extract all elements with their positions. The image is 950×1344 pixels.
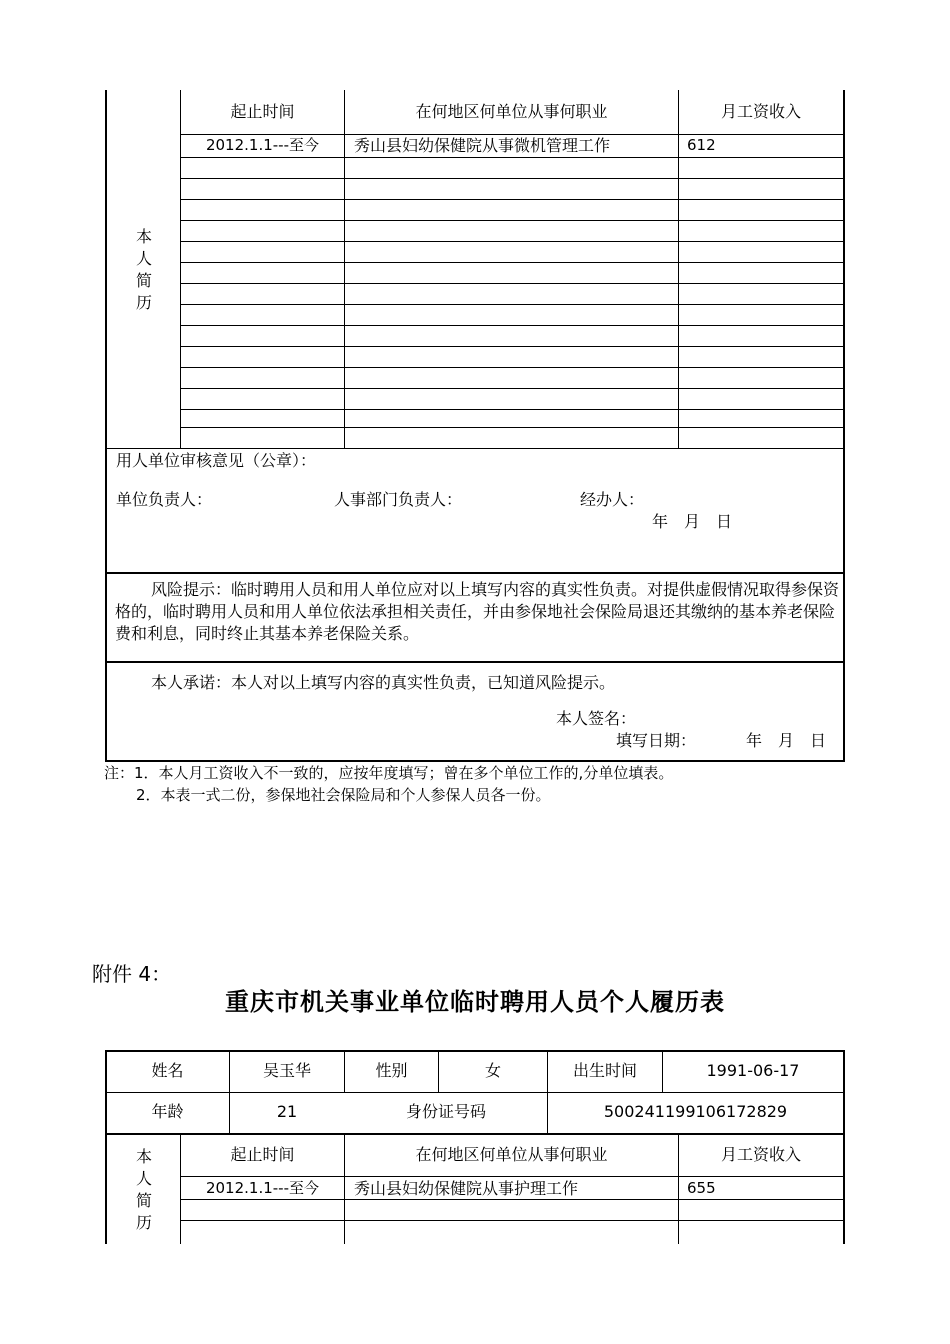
resume-grid-row-line [180, 199, 844, 200]
resume-grid-row-line [180, 283, 844, 284]
pledge-top-border [105, 661, 845, 663]
review-title: 用人单位审核意见（公章）： [116, 451, 317, 470]
note-2: 2．本表一式二份，参保地社会保险局和个人参保人员各一份。 [136, 786, 551, 804]
resume-grid-row-line [180, 346, 844, 347]
resume-header-period: 起止时间 [230, 102, 295, 121]
pledge-fill-date-value: 年 月 日 [746, 731, 827, 750]
resume-grid-row-line [180, 388, 844, 389]
second-form-row-line [105, 1133, 845, 1135]
pledge-text: 本人承诺：本人对以上填写内容的真实性负责，已知道风险提示。 [151, 673, 616, 692]
second-resume-row-line [180, 1220, 844, 1221]
birth-label: 出生时间 [572, 1061, 637, 1080]
review-date: 年 月 日 [652, 512, 733, 531]
second-resume-row-salary: 655 [687, 1179, 716, 1197]
age-value: 21 [276, 1102, 298, 1121]
second-form-left-border [105, 1050, 107, 1244]
resume-grid-row-line [180, 178, 844, 179]
pledge-fill-date-label: 填写日期： [616, 731, 697, 750]
second-resume-header-salary: 月工资收入 [720, 1145, 801, 1164]
resume-row-employer: 秀山县妇幼保健院从事微机管理工作 [354, 136, 611, 155]
birth-value: 1991-06-17 [706, 1061, 800, 1080]
resume-grid-row-line [180, 134, 844, 135]
second-resume-row-period: 2012.1.1---至今 [205, 1179, 320, 1197]
id-value: 500241199106172829 [603, 1102, 788, 1121]
resume-grid-line [678, 90, 679, 448]
second-resume-row-line [180, 1176, 844, 1177]
resume-section-label: 本人简历 [135, 227, 152, 312]
resume-grid-line [344, 90, 345, 448]
resume-grid-row-line [180, 157, 844, 158]
resume-grid-row-line [180, 427, 844, 428]
resume-header-salary: 月工资收入 [720, 102, 801, 121]
second-form-top-border [105, 1050, 845, 1052]
second-resume-row-line [180, 1199, 844, 1200]
second-resume-header-period: 起止时间 [230, 1145, 295, 1164]
resume-grid-row-line [180, 220, 844, 221]
review-hr-head: 人事部门负责人： [334, 490, 463, 509]
resume-grid-row-line [180, 367, 844, 368]
resume-grid-row-line [180, 409, 844, 410]
risk-top-border [105, 572, 845, 574]
attachment-label: 附件 4： [92, 962, 172, 986]
resume-grid-row-line [180, 304, 844, 305]
second-resume-row-employer: 秀山县妇幼保健院从事护理工作 [354, 1179, 579, 1198]
second-form-row-line [105, 1092, 845, 1093]
name-value: 吴玉华 [262, 1061, 311, 1080]
gender-value: 女 [484, 1061, 501, 1080]
review-handler: 经办人： [580, 490, 645, 509]
resume-grid-row-line [180, 241, 844, 242]
second-form-right-border [843, 1050, 845, 1244]
review-top-border [105, 448, 845, 449]
resume-grid-row-line [180, 262, 844, 263]
age-label: 年龄 [151, 1102, 184, 1121]
gender-label: 性别 [375, 1061, 408, 1080]
id-label: 身份证号码 [405, 1102, 486, 1121]
resume-grid-row-line [180, 325, 844, 326]
pledge-signature-label: 本人签名： [556, 709, 637, 728]
page-title: 重庆市机关事业单位临时聘用人员个人履历表 [225, 987, 725, 1016]
resume-header-employer: 在何地区何单位从事何职业 [415, 102, 608, 121]
review-unit-head: 单位负责人： [116, 490, 213, 509]
risk-notice: 风险提示：临时聘用人员和用人单位应对以上填写内容的真实性负责。对提供虚假情况取得参保资格的，临时聘用人员和用人单位依法承担相关责任，并由参保地社会保险局退还其缴纳的基本养老保险费和利息，同时终止其基本养老保险关系。 [115, 580, 840, 643]
resume-row-salary: 612 [687, 136, 716, 154]
second-resume-section-label: 本人简历 [135, 1147, 152, 1232]
top-table-bottom-border [105, 760, 845, 762]
second-resume-header-employer: 在何地区何单位从事何职业 [415, 1145, 608, 1164]
note-1: 注：1．本人月工资收入不一致的，应按年度填写；曾在多个单位工作的,分单位填表。 [104, 764, 674, 782]
name-label: 姓名 [151, 1061, 184, 1080]
resume-row-period: 2012.1.1---至今 [205, 136, 320, 154]
